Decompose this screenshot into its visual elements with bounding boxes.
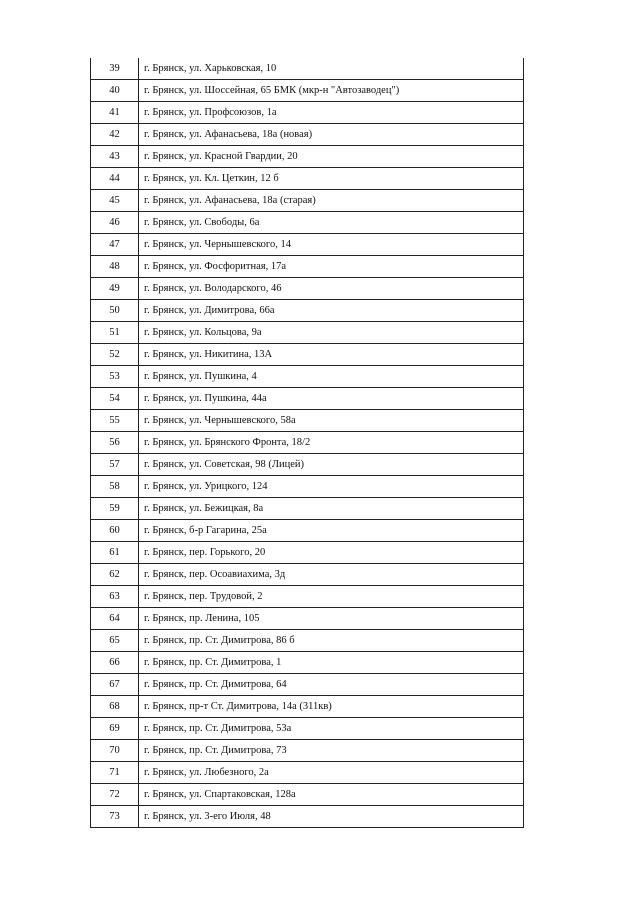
row-number: 56 (109, 437, 120, 448)
address-text: г. Брянск, ул. Афанасьева, 18а (новая) (144, 129, 313, 140)
row-number: 61 (109, 547, 120, 558)
address-text: г. Брянск, ул. Спартаковская, 128а (144, 789, 296, 800)
address-text: г. Брянск, ул. Чернышевского, 14 (144, 239, 291, 250)
table-row (91, 190, 524, 212)
row-number-cell (91, 410, 139, 432)
row-number: 60 (109, 525, 120, 536)
row-number-cell (91, 652, 139, 674)
row-number-cell (91, 58, 139, 80)
table-row (91, 278, 524, 300)
row-number-cell (91, 388, 139, 410)
table-row (91, 432, 524, 454)
address-cell (139, 762, 524, 784)
address-cell (139, 58, 524, 80)
row-number: 63 (109, 591, 120, 602)
row-number: 40 (109, 85, 120, 96)
row-number-cell (91, 300, 139, 322)
table-row (91, 410, 524, 432)
row-number-cell (91, 520, 139, 542)
row-number-cell (91, 234, 139, 256)
table-row (91, 102, 524, 124)
row-number-cell (91, 564, 139, 586)
address-text: г. Брянск, пер. Горького, 20 (144, 547, 266, 558)
address-cell (139, 234, 524, 256)
row-number-cell (91, 630, 139, 652)
row-number-cell (91, 80, 139, 102)
address-text: г. Брянск, ул. Кл. Цеткин, 12 б (144, 173, 279, 184)
address-cell (139, 300, 524, 322)
address-cell (139, 520, 524, 542)
address-text: г. Брянск, пр. Ст. Димитрова, 53а (144, 723, 292, 734)
table-row (91, 168, 524, 190)
row-number-cell (91, 674, 139, 696)
address-text: г. Брянск, ул. Свободы, 6а (144, 217, 260, 228)
address-cell (139, 102, 524, 124)
address-text: г. Брянск, пр. Ст. Димитрова, 86 б (144, 635, 295, 646)
address-cell (139, 388, 524, 410)
table-row (91, 58, 524, 80)
table-row (91, 300, 524, 322)
address-cell (139, 344, 524, 366)
row-number: 41 (109, 107, 120, 118)
table-row (91, 80, 524, 102)
table-row (91, 388, 524, 410)
row-number-cell (91, 168, 139, 190)
table-row (91, 586, 524, 608)
address-text: г. Брянск, ул. Афанасьева, 18а (старая) (144, 195, 316, 206)
address-text: г. Брянск, ул. 3-его Июля, 48 (144, 811, 271, 822)
table-row (91, 146, 524, 168)
address-text: г. Брянск, ул. Шоссейная, 65 БМК (мкр-н "Автозаводец") (144, 85, 400, 96)
table-row (91, 740, 524, 762)
address-cell (139, 454, 524, 476)
table-row (91, 652, 524, 674)
table-row (91, 476, 524, 498)
row-number: 49 (109, 283, 120, 294)
table-row (91, 124, 524, 146)
address-cell (139, 322, 524, 344)
address-cell (139, 432, 524, 454)
address-cell (139, 718, 524, 740)
address-text: г. Брянск, ул. Володарского, 46 (144, 283, 282, 294)
address-cell (139, 256, 524, 278)
address-text: г. Брянск, пер. Трудовой, 2 (144, 591, 263, 602)
table-row (91, 520, 524, 542)
row-number-cell (91, 542, 139, 564)
row-number: 62 (109, 569, 120, 580)
table-row (91, 674, 524, 696)
row-number: 57 (109, 459, 120, 470)
address-cell (139, 630, 524, 652)
row-number: 73 (109, 811, 120, 822)
row-number-cell (91, 190, 139, 212)
row-number: 46 (109, 217, 120, 228)
address-table (90, 58, 524, 828)
address-text: г. Брянск, пер. Осоавиахима, 3д (144, 569, 286, 580)
table-row (91, 366, 524, 388)
row-number-cell (91, 718, 139, 740)
row-number-cell (91, 608, 139, 630)
row-number-cell (91, 784, 139, 806)
row-number: 47 (109, 239, 120, 250)
table-row (91, 322, 524, 344)
address-text: г. Брянск, ул. Димитрова, 66а (144, 305, 275, 316)
address-cell (139, 476, 524, 498)
row-number: 72 (109, 789, 120, 800)
table-row (91, 718, 524, 740)
address-text: г. Брянск, ул. Урицкого, 124 (144, 481, 268, 492)
row-number: 42 (109, 129, 120, 140)
address-cell (139, 124, 524, 146)
address-text: г. Брянск, ул. Харьковская, 10 (144, 63, 277, 74)
address-cell (139, 652, 524, 674)
table-row (91, 762, 524, 784)
row-number: 66 (109, 657, 120, 668)
row-number-cell (91, 476, 139, 498)
table-row (91, 630, 524, 652)
row-number: 65 (109, 635, 120, 646)
address-text: г. Брянск, пр-т Ст. Димитрова, 14а (311кв) (144, 701, 332, 712)
address-cell (139, 608, 524, 630)
address-text: г. Брянск, пр. Ленина, 105 (144, 613, 260, 624)
row-number: 70 (109, 745, 120, 756)
row-number-cell (91, 124, 139, 146)
row-number-cell (91, 740, 139, 762)
table-row (91, 696, 524, 718)
row-number: 43 (109, 151, 120, 162)
row-number: 52 (109, 349, 120, 360)
row-number: 68 (109, 701, 120, 712)
address-text: г. Брянск, ул. Пушкина, 44а (144, 393, 267, 404)
address-cell (139, 542, 524, 564)
table-row (91, 542, 524, 564)
address-table-body (91, 58, 524, 828)
address-cell (139, 674, 524, 696)
address-cell (139, 564, 524, 586)
row-number-cell (91, 806, 139, 828)
row-number: 54 (109, 393, 120, 404)
row-number-cell (91, 322, 139, 344)
row-number: 59 (109, 503, 120, 514)
row-number: 44 (109, 173, 120, 184)
row-number-cell (91, 278, 139, 300)
row-number: 64 (109, 613, 120, 624)
address-text: г. Брянск, ул. Кольцова, 9а (144, 327, 262, 338)
address-cell (139, 146, 524, 168)
table-row (91, 212, 524, 234)
row-number: 48 (109, 261, 120, 272)
table-row (91, 256, 524, 278)
row-number-cell (91, 366, 139, 388)
address-cell (139, 784, 524, 806)
row-number: 39 (109, 63, 120, 74)
table-row (91, 454, 524, 476)
table-row (91, 806, 524, 828)
row-number-cell (91, 586, 139, 608)
address-cell (139, 190, 524, 212)
row-number-cell (91, 498, 139, 520)
row-number-cell (91, 762, 139, 784)
table-row (91, 498, 524, 520)
address-cell (139, 806, 524, 828)
table-row (91, 234, 524, 256)
row-number: 50 (109, 305, 120, 316)
address-text: г. Брянск, ул. Фосфоритная, 17а (144, 261, 287, 272)
address-cell (139, 410, 524, 432)
address-cell (139, 212, 524, 234)
address-text: г. Брянск, ул. Чернышевского, 58а (144, 415, 296, 426)
address-cell (139, 366, 524, 388)
address-text: г. Брянск, ул. Любезного, 2а (144, 767, 269, 778)
row-number: 45 (109, 195, 120, 206)
address-cell (139, 740, 524, 762)
address-text: г. Брянск, б-р Гагарина, 25а (144, 525, 267, 536)
table-row (91, 564, 524, 586)
address-cell (139, 278, 524, 300)
row-number-cell (91, 454, 139, 476)
row-number: 51 (109, 327, 120, 338)
row-number: 71 (109, 767, 120, 778)
address-text: г. Брянск, ул. Профсоюзов, 1а (144, 107, 277, 118)
row-number-cell (91, 212, 139, 234)
row-number: 55 (109, 415, 120, 426)
address-text: г. Брянск, ул. Пушкина, 4 (144, 371, 257, 382)
row-number: 69 (109, 723, 120, 734)
row-number-cell (91, 256, 139, 278)
address-text: г. Брянск, пр. Ст. Димитрова, 1 (144, 657, 282, 668)
row-number-cell (91, 696, 139, 718)
address-cell (139, 696, 524, 718)
table-row (91, 608, 524, 630)
row-number-cell (91, 344, 139, 366)
address-text: г. Брянск, пр. Ст. Димитрова, 73 (144, 745, 287, 756)
row-number-cell (91, 432, 139, 454)
address-text: г. Брянск, ул. Красной Гвардии, 20 (144, 151, 298, 162)
row-number: 58 (109, 481, 120, 492)
table-row (91, 344, 524, 366)
row-number-cell (91, 146, 139, 168)
address-cell (139, 498, 524, 520)
address-text: г. Брянск, ул. Бежицкая, 8а (144, 503, 264, 514)
address-text: г. Брянск, ул. Никитина, 13А (144, 349, 273, 360)
address-cell (139, 586, 524, 608)
address-text: г. Брянск, пр. Ст. Димитрова, 64 (144, 679, 287, 690)
row-number: 53 (109, 371, 120, 382)
address-cell (139, 168, 524, 190)
row-number-cell (91, 102, 139, 124)
address-text: г. Брянск, ул. Брянского Фронта, 18/2 (144, 437, 311, 448)
table-row (91, 784, 524, 806)
row-number: 67 (109, 679, 120, 690)
address-cell (139, 80, 524, 102)
address-text: г. Брянск, ул. Советская, 98 (Лицей) (144, 459, 305, 470)
